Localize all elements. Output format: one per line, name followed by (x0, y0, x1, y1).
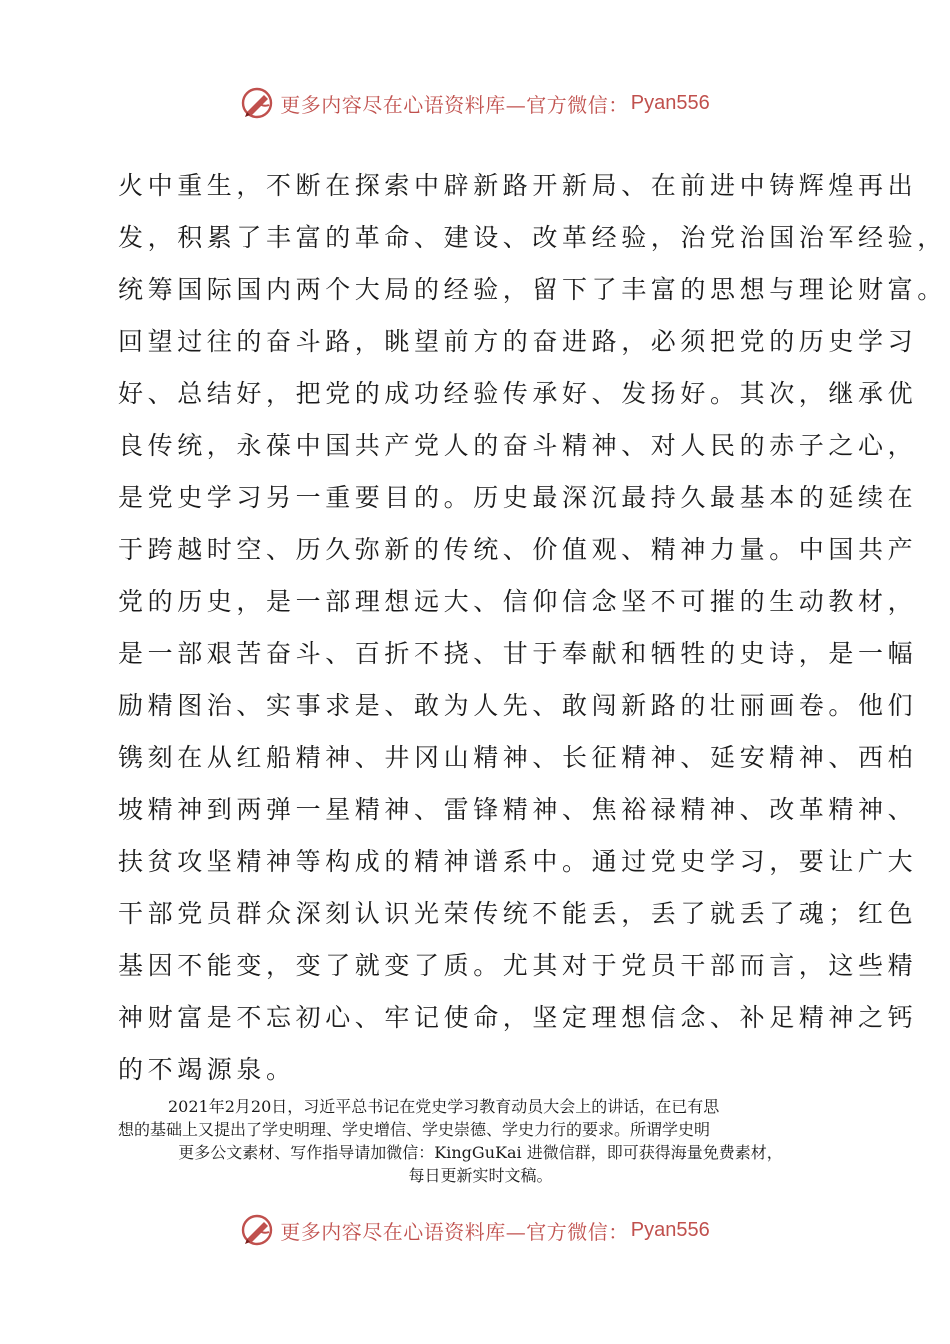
banner-wechat-id: Pyan556 (630, 91, 710, 114)
body-line: 良传统，永葆中国共产党人的奋斗精神、对人民的赤子之心， (118, 431, 918, 460)
body-line: 坡精神到两弹一星精神、雷锋精神、焦裕禄精神、改革精神、 (118, 795, 918, 824)
pen-seal-icon (240, 86, 274, 120)
body-line: 干部党员群众深刻认识光荣传统不能丢，丢了就丢了魂；红色 (118, 899, 918, 928)
body-line: 励精图治、实事求是、敢为人先、敢闯新路的壮丽画卷。他们 (118, 691, 918, 720)
footnote-line: 2021年2月20日，习近平总书记在党史学习教育动员大会上的讲话，在已有思 (168, 1097, 720, 1116)
header-banner (0, 83, 950, 123)
body-line: 火中重生，不断在探索中辟新路开新局、在前进中铸辉煌再出 (118, 171, 918, 200)
pen-seal-icon (240, 1213, 274, 1247)
banner-text: 更多内容尽在心语资料库—官方微信： (280, 1219, 629, 1244)
body-line: 于跨越时空、历久弥新的传统、价值观、精神力量。中国共产 (118, 535, 918, 564)
body-line: 的不竭源泉。 (118, 1055, 296, 1084)
footnote-line: 想的基础上又提出了学史明理、学史增信、学史崇德、学史力行的要求。所谓学史明 (118, 1120, 711, 1139)
banner-wechat-id: Pyan556 (630, 1218, 710, 1241)
footnote (118, 1095, 843, 1187)
body-line: 扶贫攻坚精神等构成的精神谱系中。通过党史学习，要让广大 (118, 847, 918, 876)
body-line: 统筹国际国内两个大局的经验，留下了丰富的思想与理论财富。 (118, 275, 947, 304)
body-line: 镌刻在从红船精神、井冈山精神、长征精神、延安精神、西柏 (118, 743, 918, 772)
footer-banner (0, 1210, 950, 1250)
body-line: 好、总结好，把党的成功经验传承好、发扬好。其次，继承优 (118, 379, 918, 408)
body-line: 党的历史，是一部理想远大、信仰信念坚不可摧的生动教材， (118, 587, 918, 616)
body-line: 是一部艰苦奋斗、百折不挠、甘于奉献和牺牲的史诗，是一幅 (118, 639, 918, 668)
body-line: 发，积累了丰富的革命、建设、改革经验，治党治国治军经验， (118, 223, 947, 252)
promo-line: 每日更新实时文稿。 (408, 1166, 553, 1185)
body-line: 神财富是不忘初心、牢记使命，坚定理想信念、补足精神之钙 (118, 1003, 918, 1032)
banner-text: 更多内容尽在心语资料库—官方微信： (280, 92, 629, 117)
body-line: 是党史学习另一重要目的。历史最深沉最持久最基本的延续在 (118, 483, 918, 512)
body-text (118, 160, 947, 1096)
promo-line: 更多公文素材、写作指导请加微信：KingGuKai 进微信群，即可获得海量免费素材， (178, 1143, 783, 1162)
body-line: 基因不能变，变了就变了质。尤其对于党员干部而言，这些精 (118, 951, 918, 980)
body-line: 回望过往的奋斗路，眺望前方的奋进路，必须把党的历史学习 (118, 327, 918, 356)
